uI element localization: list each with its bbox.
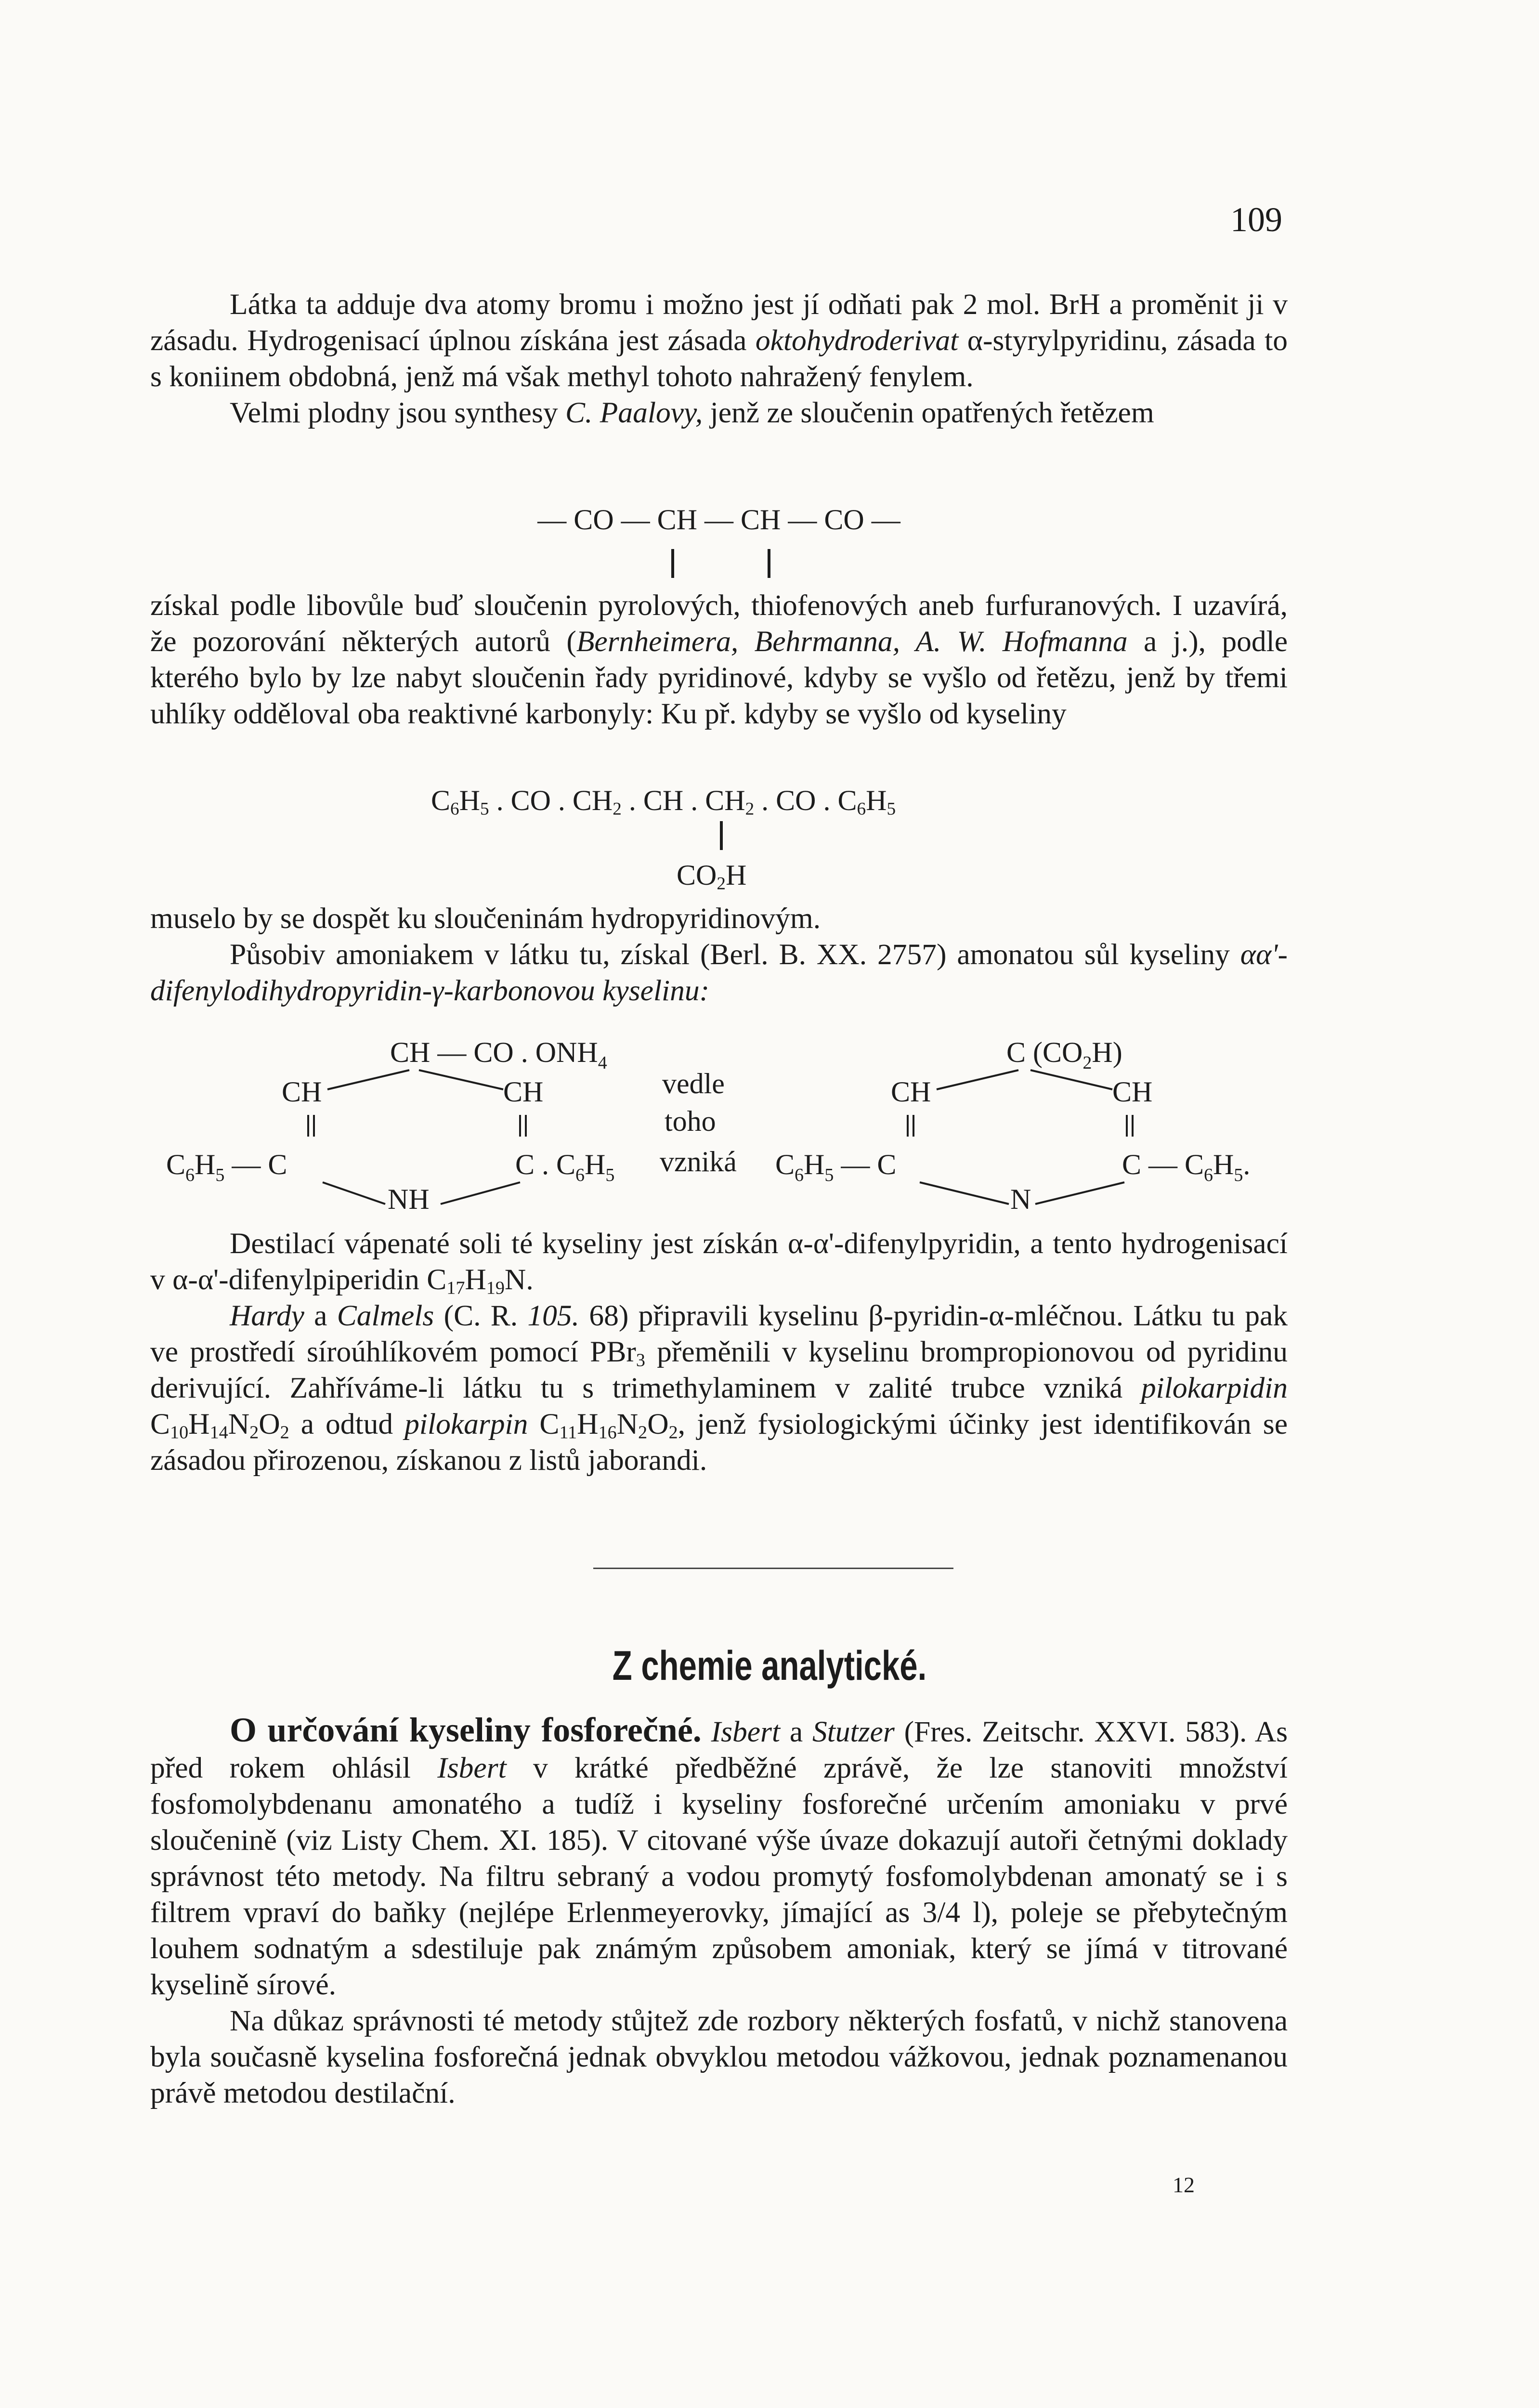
article-block [150, 1712, 1288, 2111]
article-title: O určování kyseliny fosforečné. [230, 1711, 702, 1749]
article-paragraph-2: Na důkaz správnosti té metody stůjtež zde rozbory některých fosfatů, v nichž stanovena byla současně kyselina fosforečná jednak obvyklou metodou vážkovou, jednak poznamenanou právě metodou destilační. [150, 2004, 1288, 2109]
scheme-left-ch2: CH [503, 1076, 544, 1108]
scheme-vznika: vzniká [660, 1146, 737, 1178]
para1-rest: α-styrylpyridinu, zásada to s koniinem obdobná, jenž má však methyl tohoto nahražený fenylem. [150, 324, 1288, 393]
para3-a: získal podle libovůle buď sloučenin pyrolových, thiofenových aneb furfuranových. I uzavírá, že pozorování některých autorů ( [150, 589, 1288, 658]
pilokarpin: pilokarpin [404, 1408, 528, 1440]
section-divider [593, 1568, 953, 1569]
paragraph-6: Destilací vápenaté soli té kyseliny jest získán α-α'-difenylpyridin, a tento hydrogenisací v α-α'-difenylpiperidin $C_{17}H_{19}N$. [150, 1227, 1288, 1298]
paragraph-4: muselo by se dospět ku sloučeninám hydropyridinovým. [150, 902, 821, 935]
pilokarpidin: pilokarpidin [1141, 1372, 1288, 1404]
article-body-2: v krátké předběžné zprávě, že lze stanoviti množství fosfomolybdenanu amonatého a tudíž i kyseliny fosforečné určením amoniaku v prvé sloučenině (viz Listy Chem. XI. 185). V citované výše úvaze dokazují autoři četnými doklady správnost této metody. Na filtru sebraný a vodou promytý fosfomolybdenan amonatý se i s filtrem vpraví do baňky (nejlépe Erlenmeyerovky, jímající as 3/4 l), poleje se přebytečným louhem sodnatým a sdestiluje pak známým způsobem amoniak, který se jímá v titrované kyselině sírové. [150, 1752, 1288, 2001]
scheme-vedle: vedle [662, 1068, 725, 1099]
scheme-toho: toho [665, 1105, 716, 1137]
paragraph-7: Hardy a Calmels (C. R. 105. 68) připravili kyselinu β-pyridin-α-mléčnou. Látku tu pak ve prostředí síroúhlíkovém pomocí PBr$_3$ přeměnili v kyselinu brompropionovou od pyridinu derivující. Zahříváme-li látku tu s trimethylaminem v zalité trubce vzniká pilokarpidin $C_{10}H_{14}N_2O_2$ a odtud pilokarpin $C_{11}H_{16}N_2O_2$, jenž fysiologickými účinky jest identifikován se zásadou přirozenou, získanou z listů jaborandi. [150, 1299, 1288, 1477]
article-paragraph-1 [150, 1712, 1288, 2003]
scheme-right-top: C $(CO_2H)$ [1006, 1036, 1122, 1073]
scheme-left-ch1: CH [282, 1076, 322, 1108]
author-calmels: Calmels [337, 1299, 434, 1332]
page-number: 109 [1230, 200, 1282, 239]
para3-italic: Bernheimera, Behrmanna, A. W. Hofmanna [576, 625, 1128, 658]
text-block-4 [150, 1226, 1288, 1479]
scheme-right-n: N [1010, 1183, 1031, 1215]
author-isbert-2: Isbert [437, 1752, 507, 1784]
scheme-right-c6h5-c: $C_6H_5$ — C [775, 1149, 897, 1185]
section-heading: Z chemie analytické. [612, 1643, 927, 1689]
scheme-right-ch2: CH [1112, 1076, 1153, 1108]
para5-italic: αα'-difenylodihydropyridin-γ-karbonovou kyselinu: [150, 938, 1288, 1007]
para7-a: a [314, 1299, 327, 1332]
scheme-left-top: CH — CO . $ONH_4$ [390, 1036, 607, 1073]
para1-text: Látka ta adduje dva atomy bromu i možno jest jí odňati pak 2 mol. BrH a proměnit ji v zásadu. Hydrogenisací úplnou získána jest zásada [150, 288, 1288, 357]
author-stutzer: Stutzer [812, 1715, 895, 1748]
chain1-text: — CO — CH — CH — CO — [537, 504, 900, 536]
signature-mark: 12 [1173, 2172, 1195, 2197]
para3-b: a j.), podle kterého bylo by lze nabyt sloučenin řady pyridinové, kdyby se vyšlo od řetězu, jenž by třemi uhlíky odděloval oba reaktivné karbonyly: Ku př. kdyby se vyšlo od kyseliny [150, 625, 1288, 730]
article-a: a [789, 1715, 803, 1748]
scheme-left-c-c6h5: C . $C_6H_5$ [515, 1149, 615, 1185]
para1-italic: oktohydroderivat [755, 324, 959, 357]
scheme-right-c-c6h5: C — $C_6H_5$. [1122, 1149, 1251, 1185]
article-body-1: (Fres. Zeitschr. XXVI. 583). As před rokem ohlásil [150, 1715, 1288, 1784]
para2-a: Velmi plodny jsou synthesy [230, 396, 558, 429]
para5-a: Působiv amoniakem v látku tu, získal (Berl. B. XX. 2757) amonatou sůl kyseliny [230, 938, 1230, 971]
scheme-left-nh: NH [388, 1183, 430, 1215]
author-hardy: Hardy [230, 1299, 304, 1332]
chain2-sub: $CO_2H$ [677, 859, 747, 894]
scheme-right-ch1: CH [891, 1076, 931, 1108]
author-isbert: Isbert [711, 1715, 781, 1748]
para2-italic: C. Paalovy, [565, 396, 703, 429]
para2-b: jenž ze sloučenin opatřených řetězem [710, 396, 1154, 429]
chain2-main: $C_6H_5$ . CO . $CH_2$ . CH . $CH_2$ . CO . $C_6H_5$ [431, 785, 896, 819]
scheme-left-c6h5-c: $C_6H_5$ — C [166, 1149, 287, 1185]
